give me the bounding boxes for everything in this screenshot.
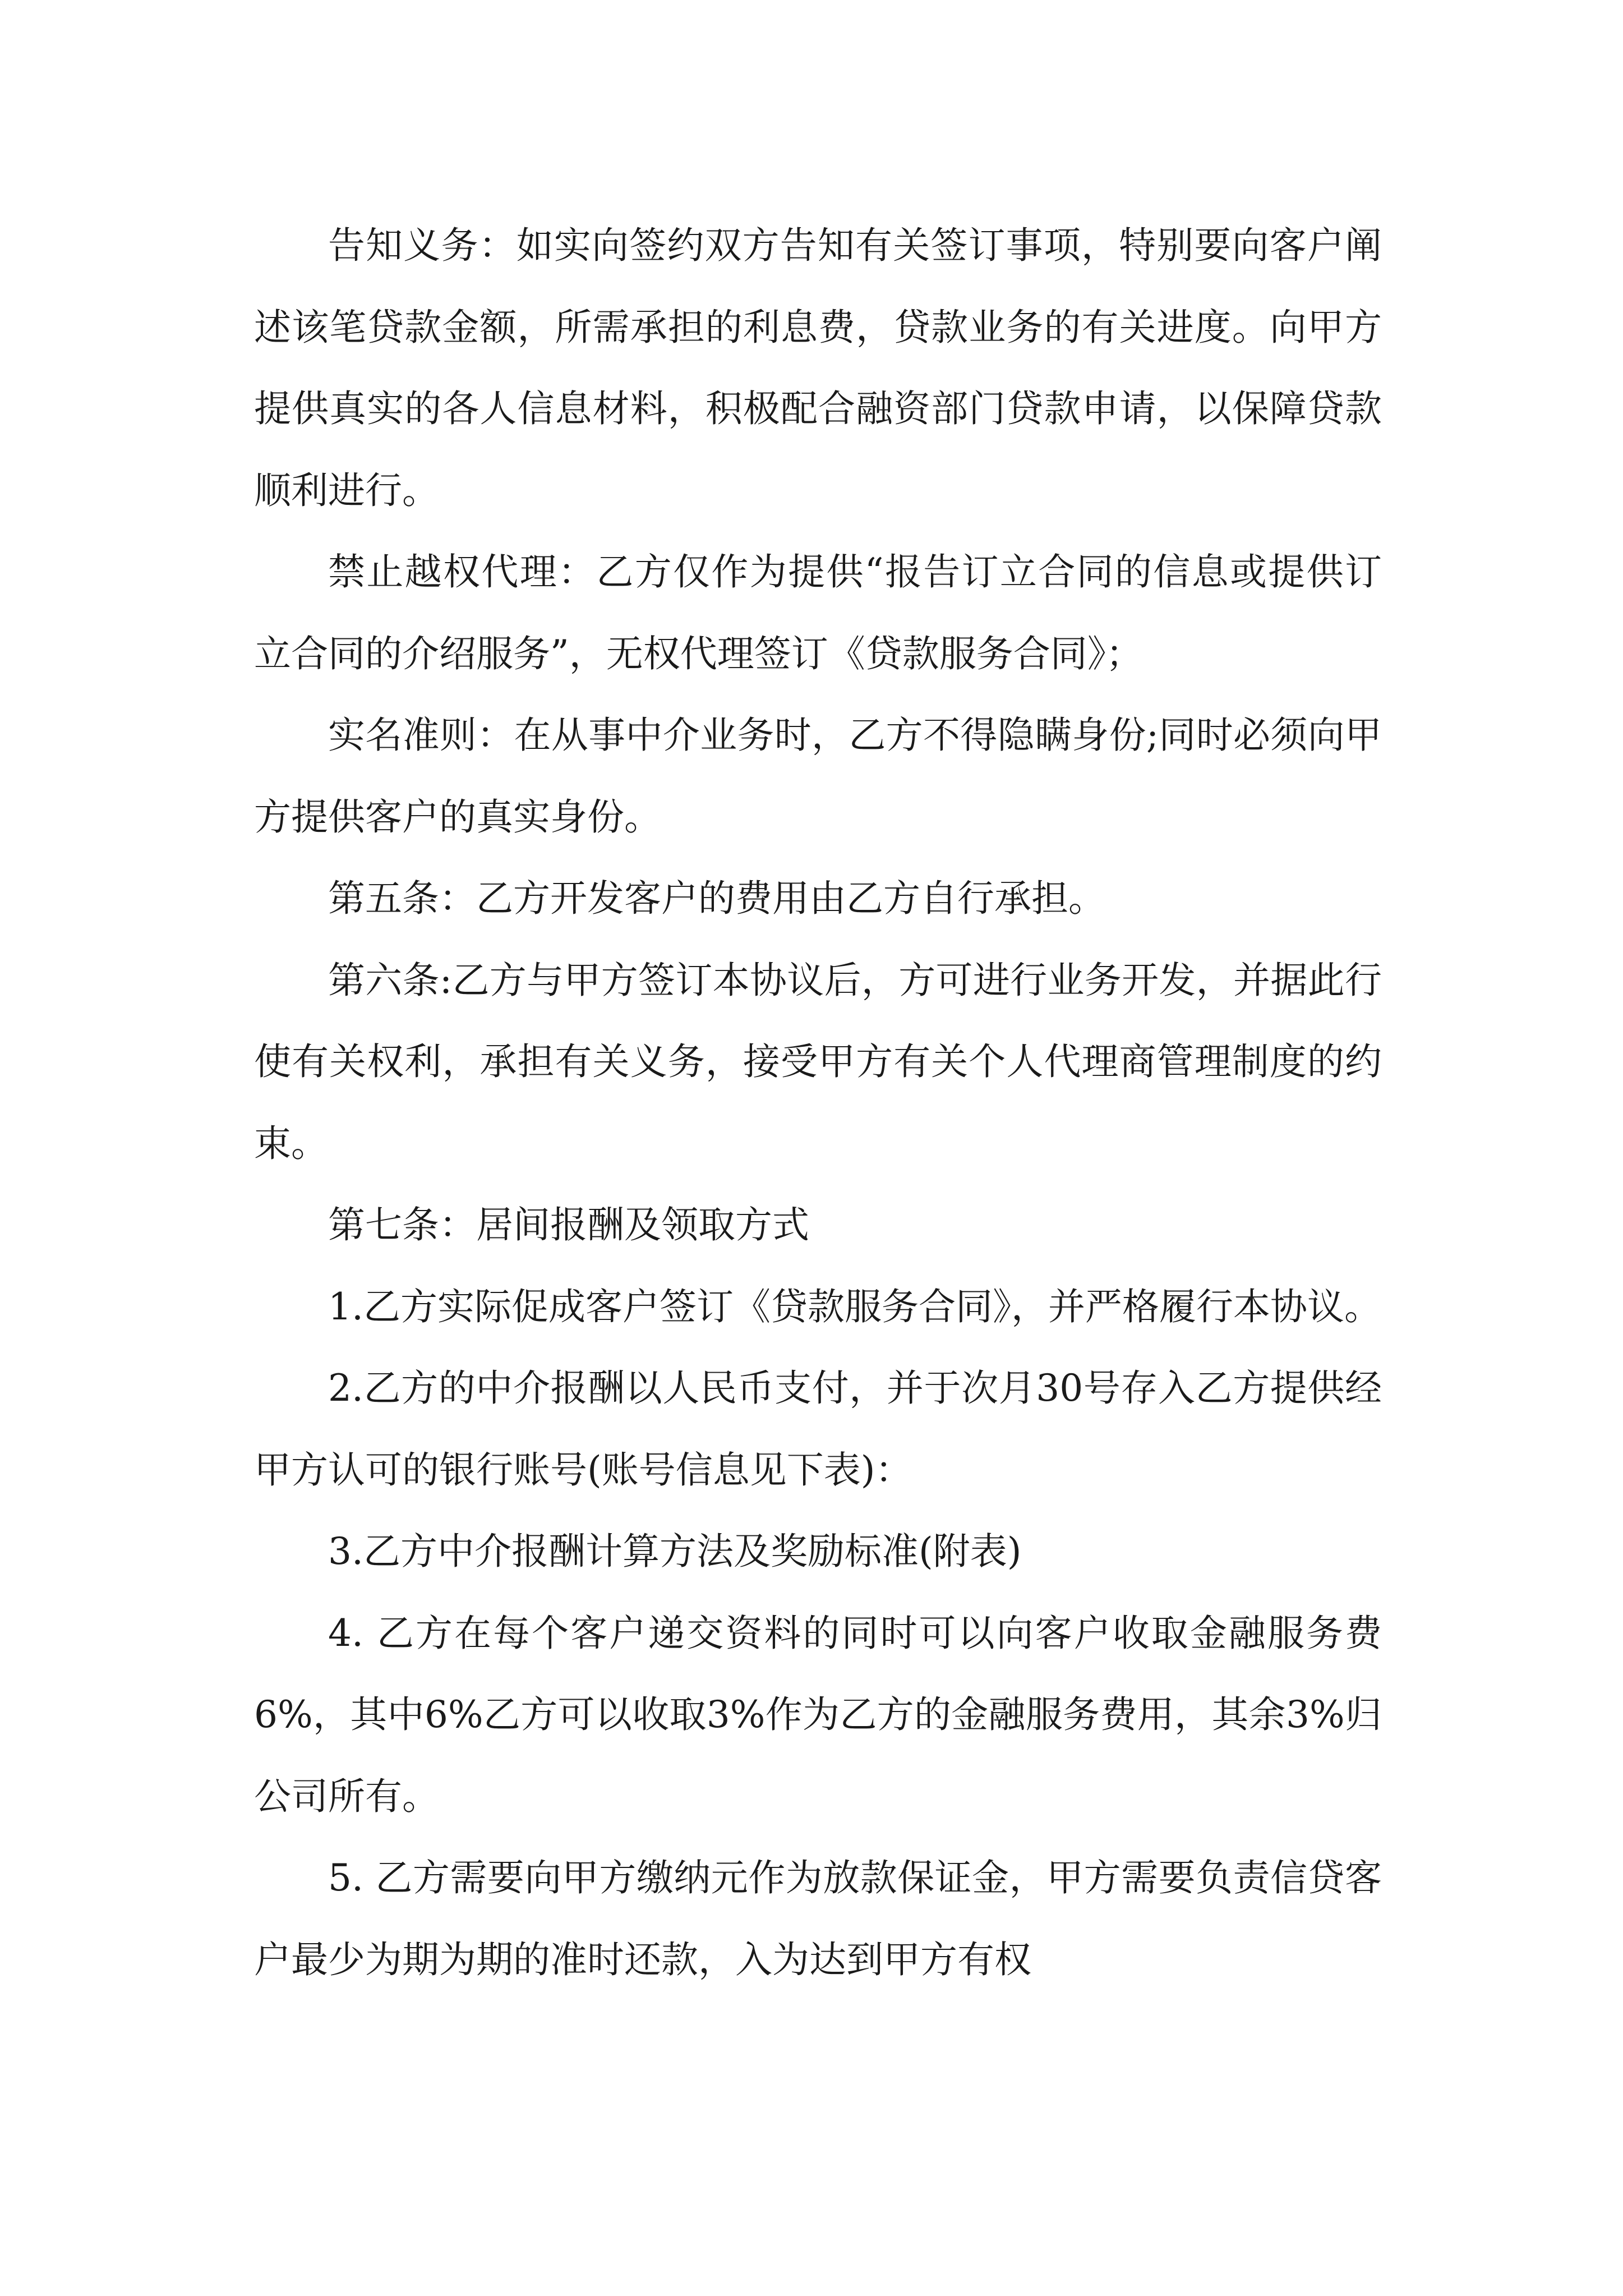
paragraph-clause-5: 5. 乙方需要向甲方缴纳元作为放款保证金，甲方需要负责信贷客户最少为期为期的准时还款，入为达到甲方有权 [254,1856,1382,1981]
paragraph-article-6: 第六条:乙方与甲方签订本协议后，方可进行业务开发，并据此行使有关权利，承担有关义务，接受甲方有关个人代理商管理制度的约束。 [254,958,1382,1165]
paragraph-clause-4: 4. 乙方在每个客户递交资料的同时可以向客户收取金融服务费6%，其中6%乙方可以收取3%作为乙方的金融服务费用，其余3%归公司所有。 [254,1611,1382,1818]
paragraph-real-name-principle: 实名准则：在从事中介业务时，乙方不得隐瞒身份;同时必须向甲方提供客户的真实身份。 [254,714,1382,839]
document-body [254,205,1382,2000]
paragraph-article-5: 第五条：乙方开发客户的费用由乙方自行承担。 [328,877,1105,920]
paragraph-clause-1: 1.乙方实际促成客户签订《贷款服务合同》，并严格履行本协议。 [328,1285,1381,1328]
paragraph-article-7-heading: 第七条：居间报酬及领取方式 [328,1203,809,1246]
paragraph-clause-3: 3.乙方中介报酬计算方法及奖励标准(附表) [328,1530,1022,1573]
paragraph-disclosure-duty: 告知义务：如实向签约双方告知有关签订事项，特别要向客户阐述该笔贷款金额，所需承担的利息费，贷款业务的有关进度。向甲方提供真实的各人信息材料，积极配合融资部门贷款申请，以保障贷款顺利进行。 [254,224,1382,512]
paragraph-no-unauthorized-agency: 禁止越权代理：乙方仅作为提供“报告订立合同的信息或提供订立合同的介绍服务”，无权代理签订《贷款服务合同》； [254,550,1382,675]
paragraph-clause-2: 2.乙方的中介报酬以人民币支付，并于次月30号存入乙方提供经甲方认可的银行账号(账号信息见下表)： [254,1366,1382,1492]
